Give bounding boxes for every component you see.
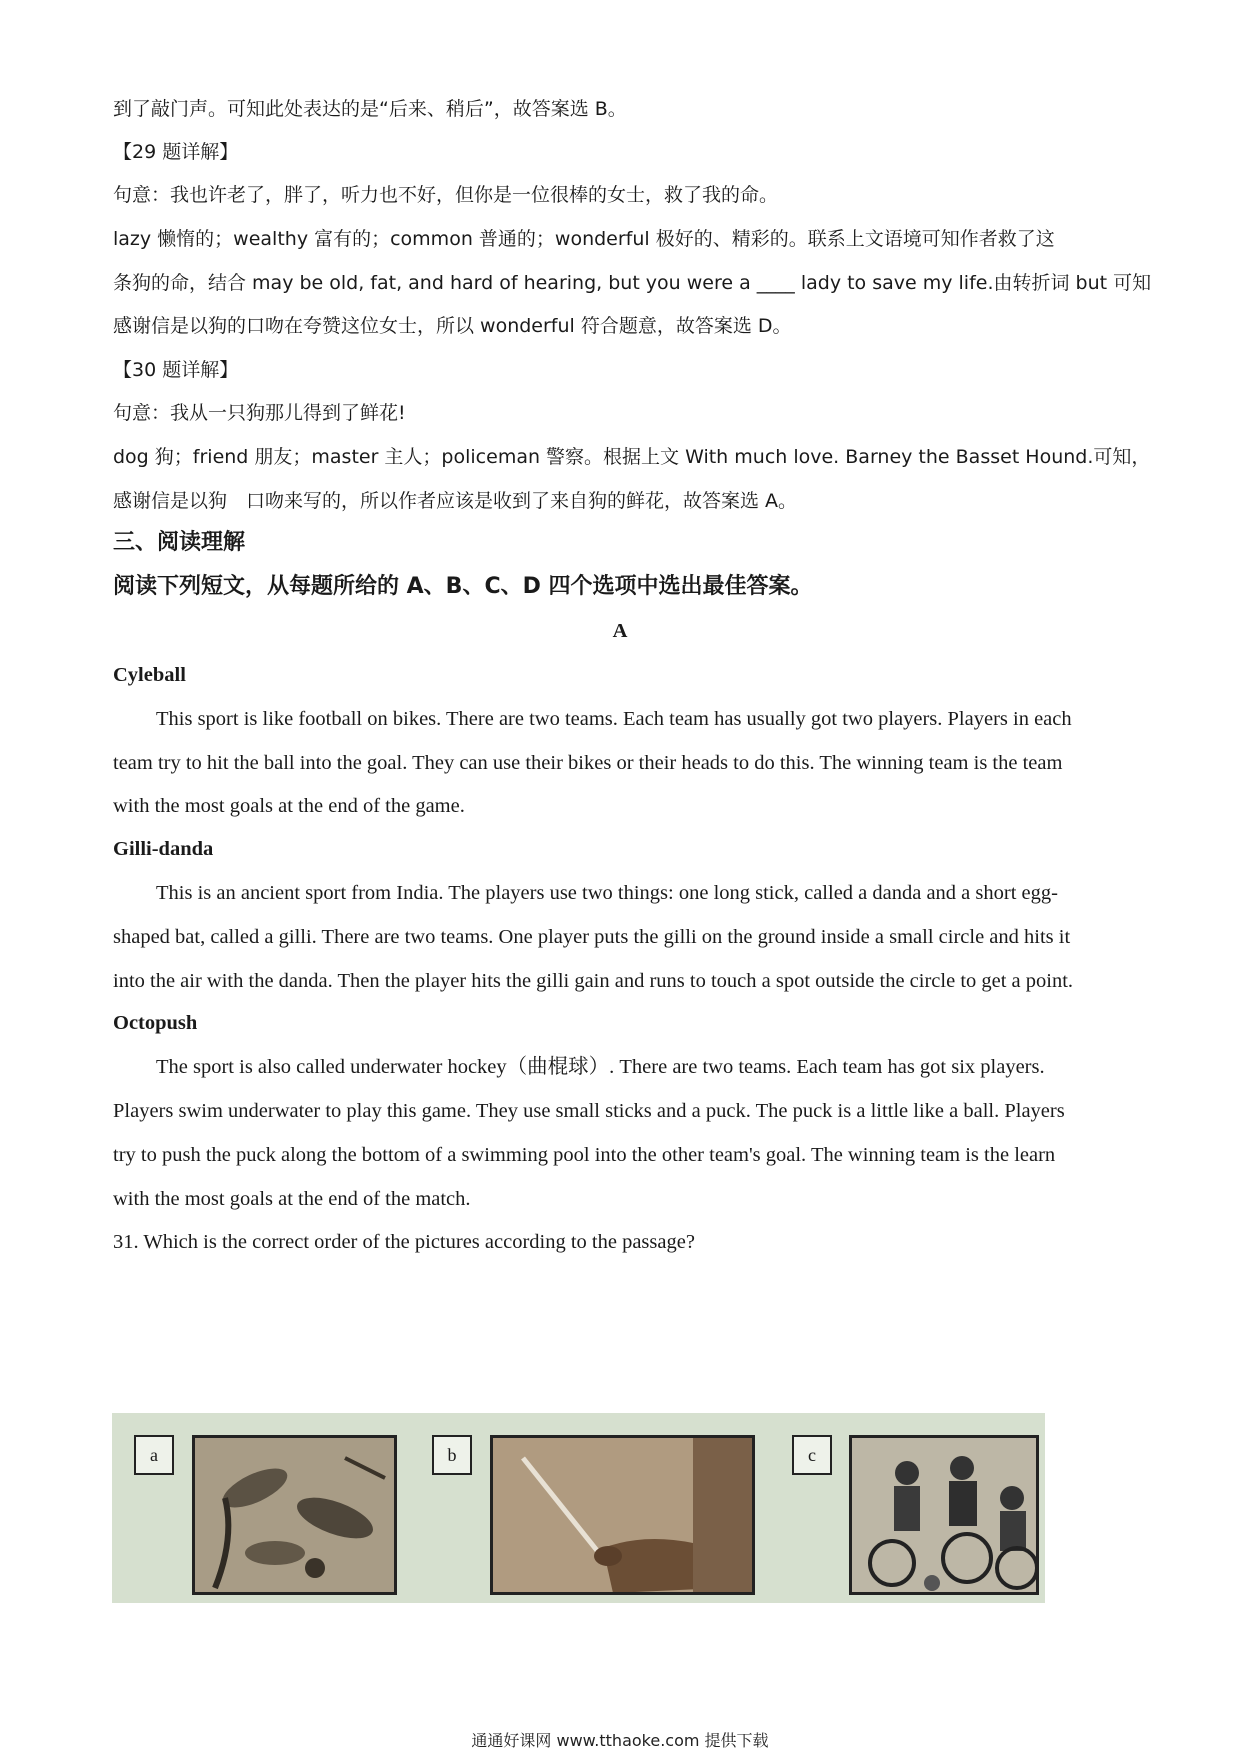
- instruction: 阅读下列短文，从每题所给的 A、B、C、D 四个选项中选出最佳答案。: [113, 574, 813, 599]
- text-line: dog 狗；friend 朋友；master 主人；policeman 警察。根据上文 With much love. Barney the Basset Hound.可知，: [113, 446, 1151, 468]
- passage-line: into the air with the danda. Then the player hits the gilli gain and runs to touch a spot outside the circle to get a point.: [113, 970, 1074, 992]
- passage-line: Players swim underwater to play this game. They use small sticks and a puck. The puck is a little like a ball. Players: [113, 1100, 1065, 1122]
- picture-b-gilli-danda: [490, 1435, 755, 1595]
- text-line: 感谢信是以狗 口吻来写的，所以作者应该是收到了来自狗的鲜花，故答案选 A。: [113, 490, 798, 512]
- heading-30: 【30 题详解】: [113, 359, 239, 381]
- passage-title: Octopush: [113, 1012, 198, 1034]
- section-heading: 三、阅读理解: [113, 530, 246, 555]
- passage-line: with the most goals at the end of the match.: [113, 1188, 471, 1210]
- passage-line: team try to hit the ball into the goal. They can use their bikes or their heads to do this. The winning team is the team: [113, 752, 1063, 774]
- text-line: 句意：我从一只狗那儿得到了鲜花!: [113, 402, 406, 424]
- pictures-panel: [112, 1413, 1045, 1603]
- picture-label-a: a: [134, 1435, 174, 1475]
- footer-watermark: 通通好课网 www.tthaoke.com 提供下载: [471, 1731, 769, 1750]
- text-line: lazy 懒惰的；wealthy 富有的；common 普通的；wonderful 极好的、精彩的。联系上文语境可知作者救了这: [113, 228, 1055, 250]
- passage-line: This sport is like football on bikes. There are two teams. Each team has usually got two players. Players in each: [156, 708, 1072, 730]
- passage-line: The sport is also called underwater hockey（曲棍球）. There are two teams. Each team has got six players.: [156, 1056, 1045, 1078]
- passage-line: with the most goals at the end of the game.: [113, 795, 465, 817]
- picture-label-b: b: [432, 1435, 472, 1475]
- passage-label: A: [612, 620, 628, 642]
- picture-label-c: c: [792, 1435, 832, 1475]
- question-31: 31. Which is the correct order of the pictures according to the passage?: [113, 1231, 695, 1253]
- passage-line: shaped bat, called a gilli. There are two teams. One player puts the gilli on the ground inside a small circle and hits it: [113, 926, 1071, 948]
- picture-a-underwater-hockey: [192, 1435, 397, 1595]
- text-line: 条狗的命，结合 may be old, fat, and hard of hearing, but you were a ____ lady to save my life.由转折词 but 可知: [113, 272, 1152, 294]
- passage-line: This is an ancient sport from India. The players use two things: one long stick, called a danda and a short egg-: [156, 882, 1058, 904]
- text-line: 感谢信是以狗的口吻在夸赞这位女士，所以 wonderful 符合题意，故答案选 D。: [113, 315, 792, 337]
- text-line: 句意：我也许老了，胖了，听力也不好，但你是一位很棒的女士，救了我的命。: [113, 184, 779, 206]
- heading-29: 【29 题详解】: [113, 141, 239, 163]
- picture-c-cycleball: [849, 1435, 1039, 1595]
- passage-title: Gilli-danda: [113, 838, 214, 860]
- passage-title: Cyleball: [113, 664, 186, 686]
- passage-line: try to push the puck along the bottom of a swimming pool into the other team's goal. The winning team is the learn: [113, 1144, 1056, 1166]
- text-line: 到了敲门声。可知此处表达的是“后来、稍后”，故答案选 B。: [113, 98, 627, 120]
